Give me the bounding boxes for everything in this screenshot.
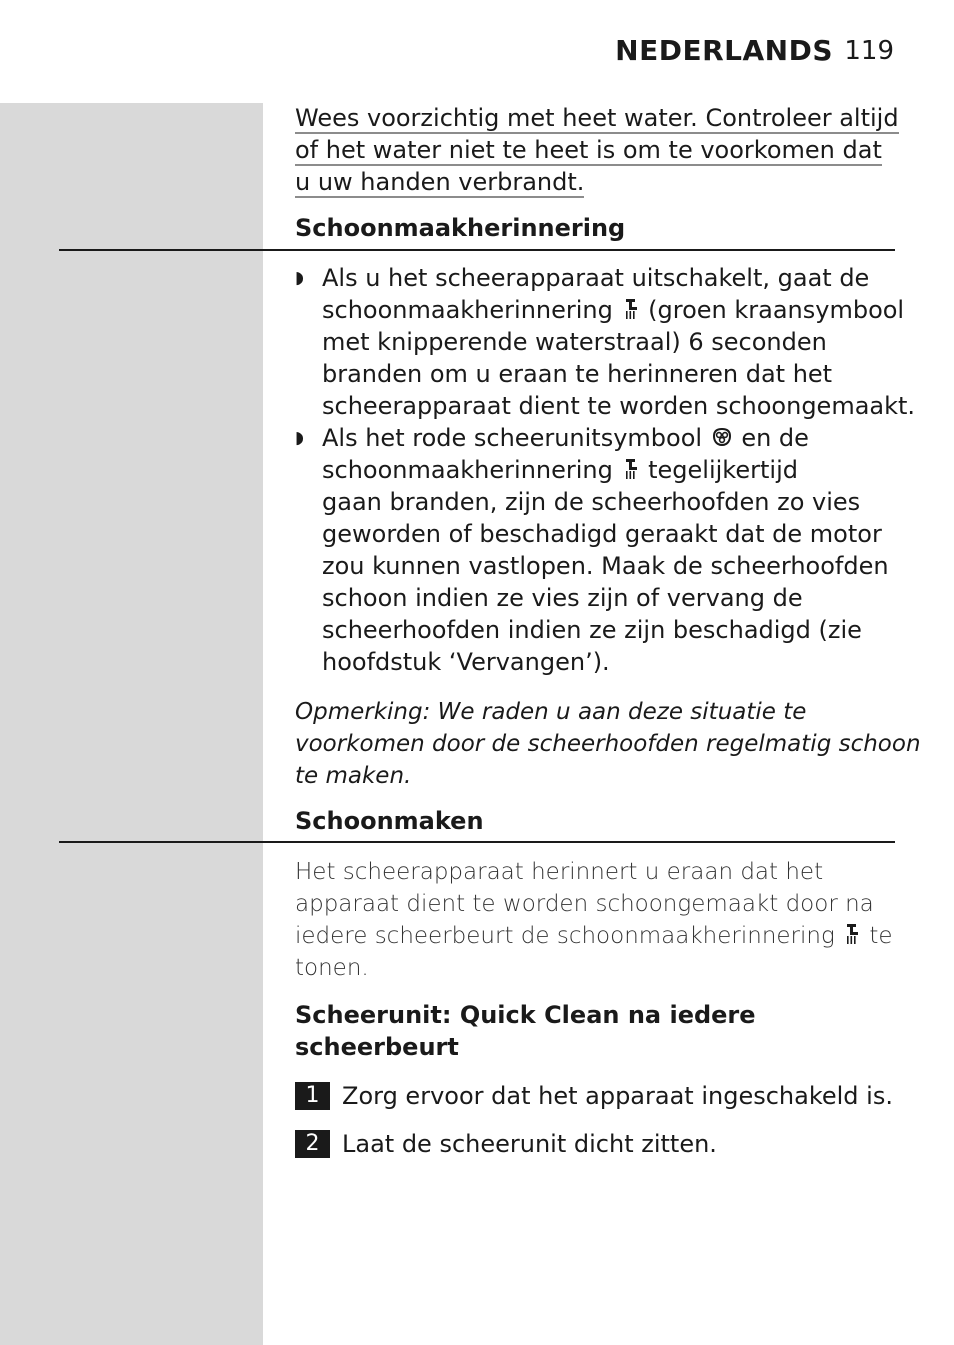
bullet-line: hoofdstuk ‘Vervangen’). [322, 648, 610, 676]
section-divider [59, 249, 895, 251]
shaving-unit-icon [712, 427, 732, 447]
bullet-line: met knipperende waterstraal) 6 seconden [322, 328, 827, 356]
header-language: NEDERLANDS [615, 34, 833, 67]
page-number: 119 [844, 36, 894, 66]
section-title-reminder: Schoonmaakherinnering [295, 214, 626, 242]
tap-icon [623, 458, 639, 480]
bullet-arrow-icon: ◗ [295, 268, 304, 288]
tap-icon [623, 298, 639, 320]
warning-line: of het water niet te heet is om te voorkomen dat [295, 136, 882, 164]
bullet-line: gaan branden, zijn de scheerhoofden zo vies [322, 488, 861, 516]
section-divider [59, 841, 895, 843]
warning-line: u uw handen verbrandt. [295, 168, 585, 196]
bullet-item [295, 262, 916, 422]
warning-line: Wees voorzichtig met heet water. Controleer altijd [295, 104, 899, 132]
warning-text [295, 102, 899, 198]
bullet-line: geworden of beschadigd geraakt dat de motor [322, 520, 882, 548]
bullet-line: scheerapparaat dient te worden schoongemaakt. [322, 392, 916, 420]
step-item [295, 1130, 717, 1158]
step-text: Laat de scheerunit dicht zitten. [342, 1130, 717, 1158]
note-text: Opmerking: We raden u aan deze situatie te voorkomen door de scheerhoofden regelmatig schoon te maken. [295, 699, 921, 789]
bullet-line: schoonmaakherinnering (groen kraansymbool [322, 296, 905, 324]
subsection-title: Scheerunit: Quick Clean na iedere scheerbeurt [295, 1001, 756, 1061]
bullet-line: schoonmaakherinnering tegelijkertijd [322, 456, 798, 484]
bullet-line: Als het rode scheerunitsymbool en de [322, 424, 809, 452]
bullet-line: schoon indien ze vies zijn of vervang de [322, 584, 803, 612]
bullet-arrow-icon: ◗ [295, 428, 304, 448]
bullet-line: zou kunnen vastlopen. Maak de scheerhoofden [322, 552, 889, 580]
sidebar-margin [0, 103, 263, 1345]
bullet-line: branden om u eraan te herinneren dat het [322, 360, 833, 388]
intro-text: Het scheerapparaat herinnert u eraan dat het apparaat dient te worden schoongemaakt door na iedere scheerbeurt de schoonmaakherinnering te tonen. [295, 859, 893, 981]
bullet-line: scheerhoofden indien ze zijn beschadigd (zie [322, 616, 862, 644]
step-number: 1 [295, 1082, 330, 1110]
step-text: Zorg ervoor dat het apparaat ingeschakeld is. [342, 1082, 893, 1110]
tap-icon [844, 923, 860, 945]
step-item [295, 1082, 893, 1110]
section-title-cleaning: Schoonmaken [295, 807, 484, 835]
bullet-list [295, 262, 916, 678]
step-number: 2 [295, 1130, 330, 1158]
bullet-item [295, 422, 895, 678]
bullet-line: Als u het scheerapparaat uitschakelt, gaat de [322, 264, 870, 292]
